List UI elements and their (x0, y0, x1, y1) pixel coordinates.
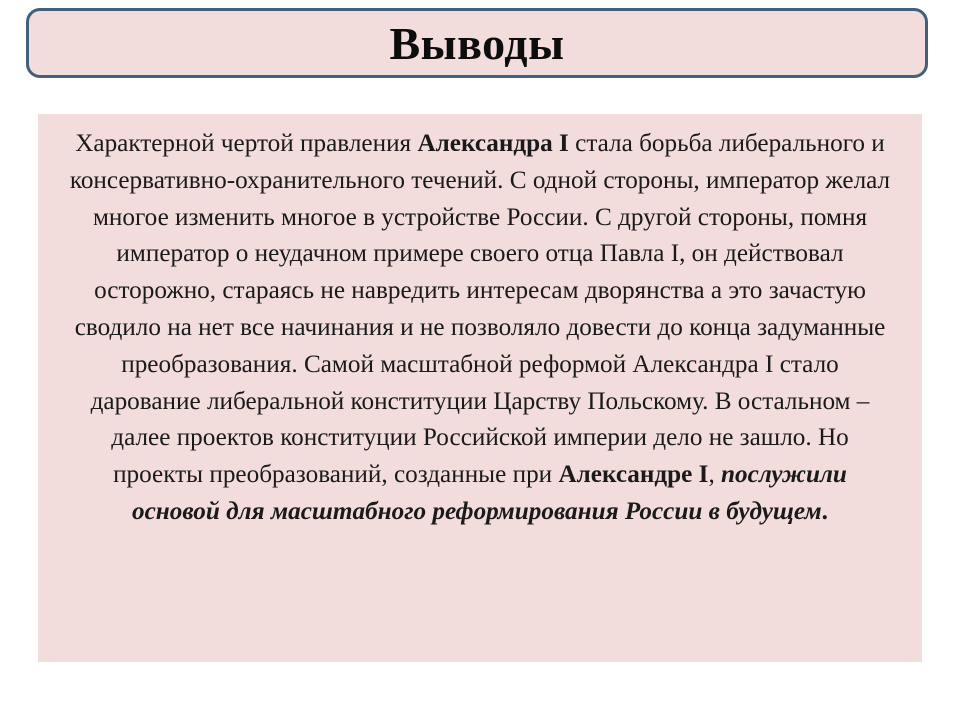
text-part-2: стала борьба либерального и консервативно-охранительного течений. С одной стороны, император желал многое изменить многое в устройстве России. С другой стороны, помня император о неудачном примере своего отца Павла I, он действовал осторожно, стараясь не навредить интересам дворянства а это зачастую сводило на нет все начинания и не позволяло довести до конца задуманные преобразования. Самой масштабной реформой Александра I стало дарование либеральной конституции Царству Польскому. В остальном – далее проектов конституции Российской империи дело не зашло. Но проекты преобразований, созданные при (69, 130, 891, 489)
text-part-3: , (708, 461, 722, 489)
emphasized-conclusion: послужили основой для масштабного реформирования России в будущем (132, 461, 847, 525)
content-box (38, 114, 922, 662)
slide-title: Выводы (389, 17, 565, 69)
bold-name-alexander-1: Александра I (417, 130, 569, 157)
text-end: . (821, 497, 828, 525)
bold-name-alexander-2: Александре I (558, 461, 709, 489)
title-box (26, 8, 928, 78)
conclusion-paragraph (68, 126, 892, 531)
text-part-1: Характерной чертой правления (75, 130, 418, 157)
